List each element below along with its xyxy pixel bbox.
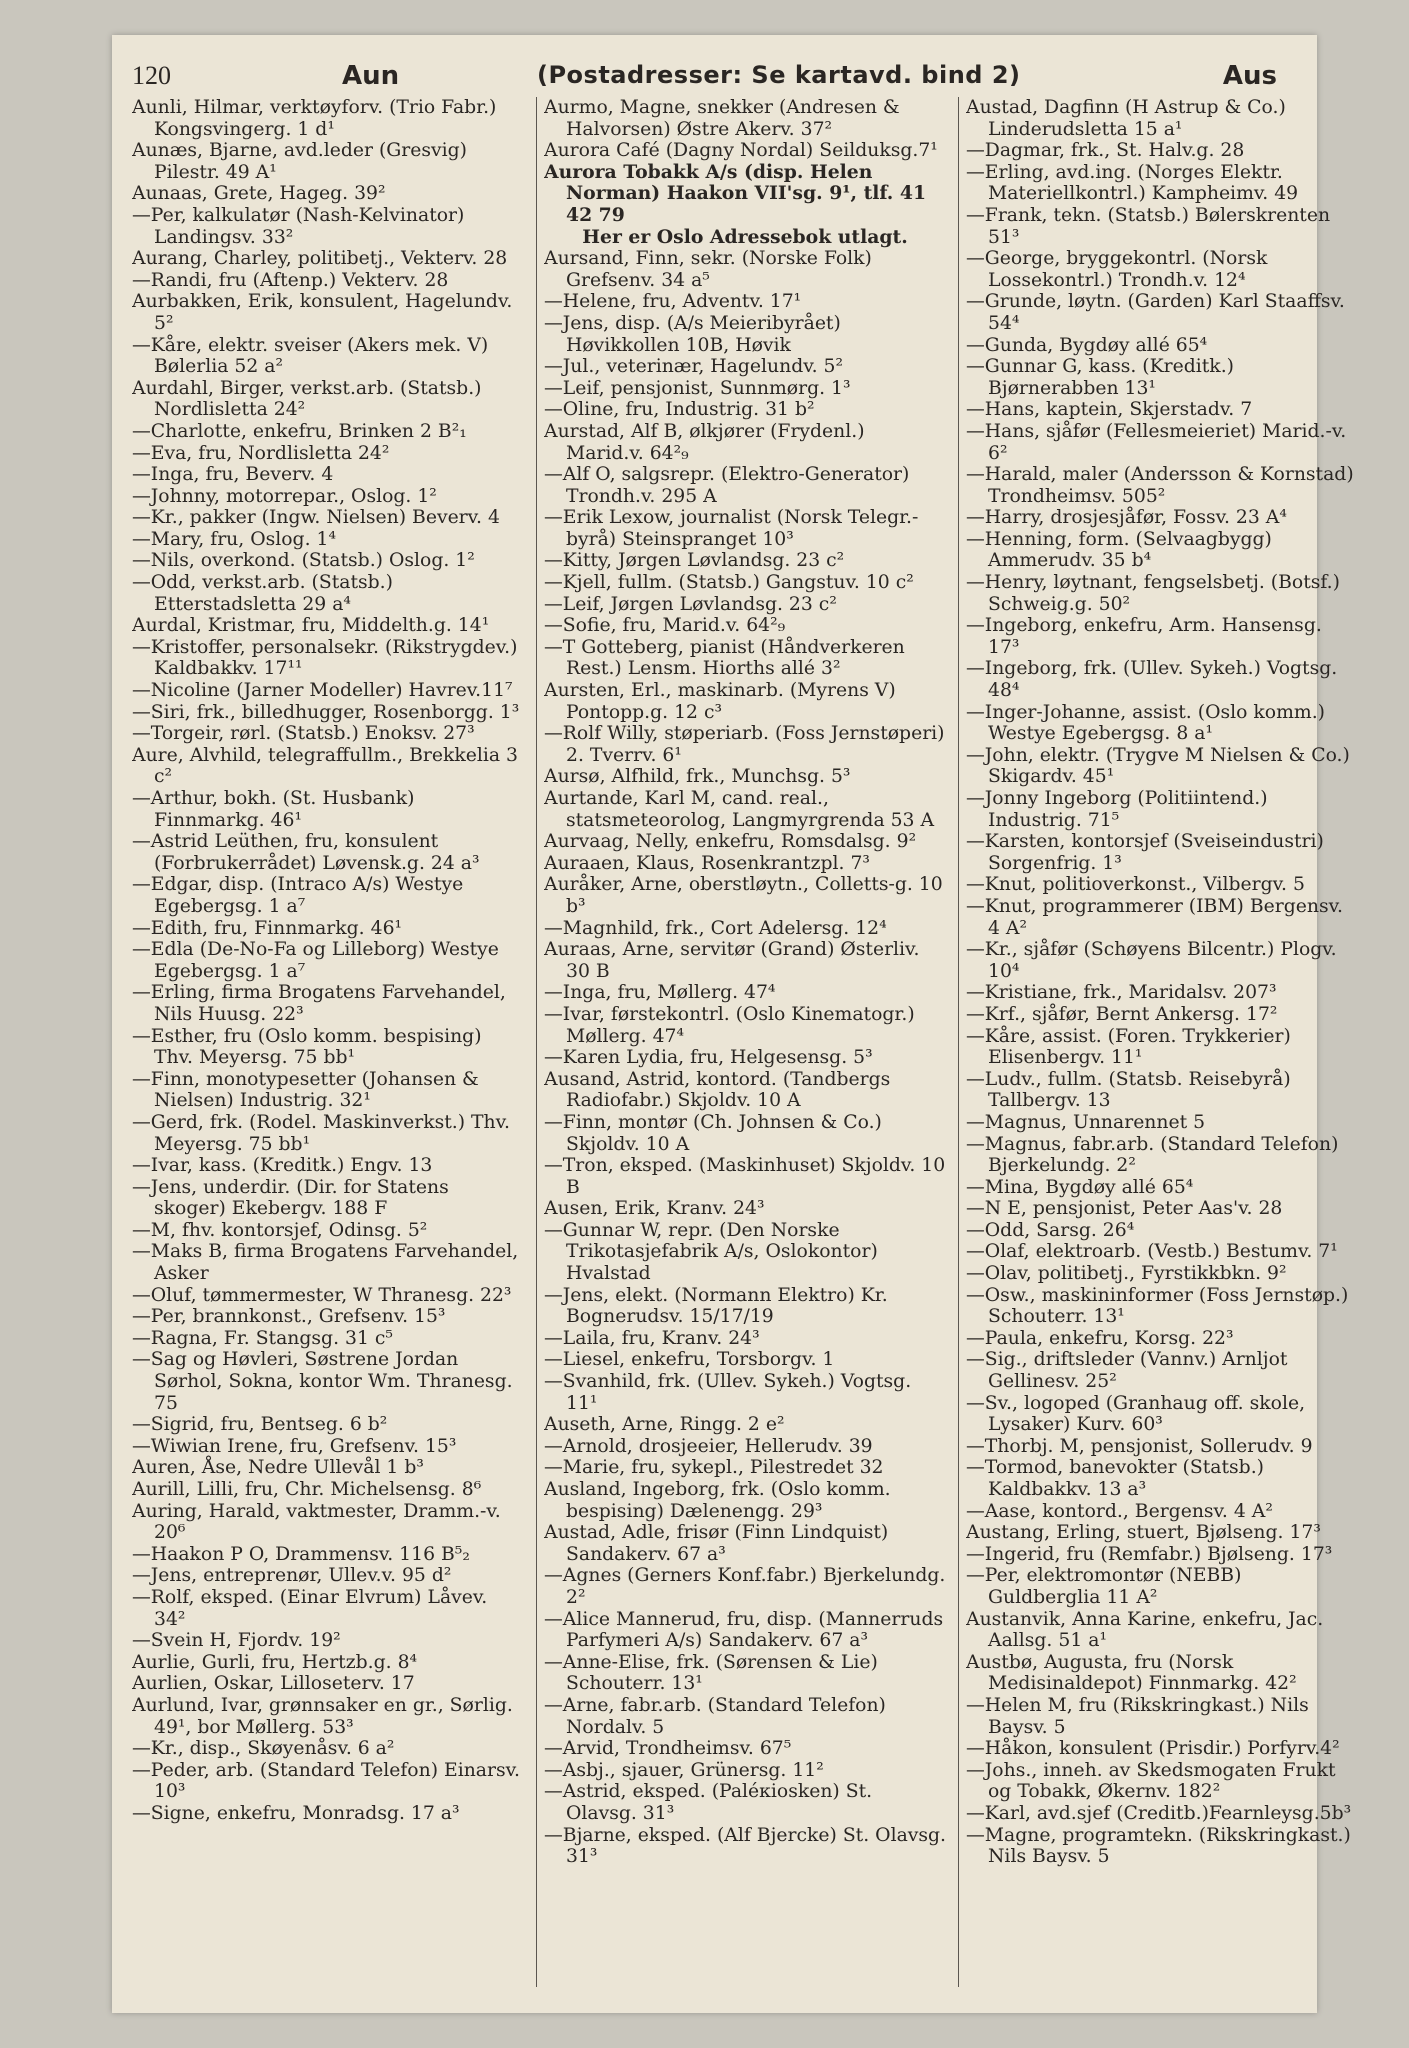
directory-entry: —Kåre, elektr. sveiser (Akers mek. V) Bølerlia 52 a²	[132, 334, 489, 378]
directory-entry: Austbø, Augusta, fru (Norsk Medisinaldepot) Finnmarkg. 42²	[966, 1651, 1297, 1695]
directory-entry: —Arthur, bokh. (St. Husbank) Finnmarkg. 46¹	[132, 788, 415, 831]
directory-entry: —Olaf, elektroarb. (Vestb.) Bestumv. 7¹	[966, 1241, 1338, 1263]
directory-entry: —Nicoline (Jarner Modeller) Havrev.11⁷	[132, 680, 513, 702]
directory-entry: —Jens, disp. (A/s Meieribyrået) Høvikkollen 10B, Høvik	[544, 312, 841, 356]
directory-entry: —Knut, politioverkonst., Vilbergv. 5	[966, 874, 1305, 896]
directory-entry: —Erling, firma Brogatens Farvehandel, Nils Huusg. 22³	[132, 982, 506, 1025]
directory-entry: —Karsten, kontorsjef (Sveiseindustri) Sorgenfrig. 1³	[966, 831, 1324, 874]
directory-entry: —Arvid, Trondheimsv. 67⁵	[544, 1738, 792, 1760]
directory-entry: —Torgeir, rørl. (Statsb.) Enoksv. 27³	[132, 723, 475, 745]
directory-entry: —Anne-Elise, frk. (Sørensen & Lie) Schouterr. 13¹	[544, 1651, 878, 1695]
directory-entry: —Randi, fru (Aftenp.) Vekterv. 28	[132, 269, 449, 291]
directory-entry: —Kjell, fullm. (Statsb.) Gangstuv. 10 c²	[544, 572, 914, 594]
directory-entry: Aurdahl, Birger, verkst.arb. (Statsb.) Nordlisletta 24²	[132, 377, 482, 421]
directory-entry: —Harry, drosjesjåfør, Fossv. 23 A⁴	[966, 507, 1287, 529]
directory-entry: —Henry, løytnant, fengselsbetj. (Botsf.) Schweig.g. 50²	[966, 572, 1340, 615]
directory-entry: —Magnus, Unnarennet 5	[966, 1111, 1206, 1133]
directory-entry: —Maks B, firma Brogatens Farvehandel, Asker	[132, 1241, 519, 1285]
directory-entry: —Agnes (Gerners Konf.fabr.) Bjerkelundg. 2²	[544, 1565, 946, 1608]
directory-entry: —Kitty, Jørgen Løvlandsg. 23 c²	[544, 550, 845, 572]
directory-entry: —George, bryggekontrl. (Norsk Lossekontrl.) Trondh.v. 12⁴	[966, 248, 1268, 291]
directory-entry: —Inga, fru, Beverv. 4	[132, 464, 334, 486]
directory-page	[112, 35, 1354, 2013]
directory-entry: —Asbj., sjauer, Grünersg. 11²	[544, 1759, 824, 1781]
directory-entry: —Hans, kaptein, Skjerstadv. 7	[966, 399, 1253, 421]
directory-entry: Auraaen, Klaus, Rosenkrantzpl. 7³	[544, 852, 870, 874]
directory-entry: Aurvaag, Nelly, enkefru, Romsdalsg. 9²	[544, 831, 917, 853]
directory-entry: Aure, Alvhild, telegraffullm., Brekkelia 3 c²	[132, 744, 518, 788]
column-1	[132, 97, 524, 1997]
directory-entry: —Siri, frk., billedhugger, Rosenborgg. 1³	[132, 701, 520, 723]
directory-entry: —Jul., veterinær, Hagelundv. 5²	[544, 356, 844, 378]
directory-entry: —Charlotte, enkefru, Brinken 2 B²₁	[132, 420, 467, 442]
directory-entry: —Dagmar, frk., St. Halv.g. 28	[966, 140, 1245, 162]
directory-entry: —Edgar, disp. (Intraco A/s) Westye Egebergsg. 1 a⁷	[132, 874, 464, 917]
directory-entry: Aurdal, Kristmar, fru, Middelth.g. 14¹	[132, 615, 490, 637]
column-divider	[958, 97, 959, 1987]
directory-entry: —Liesel, enkefru, Torsborgv. 1	[544, 1349, 835, 1371]
header-title: (Postadresser: Se kartavd. bind 2)	[537, 61, 1021, 89]
directory-entry: —Oline, fru, Industrig. 31 b²	[544, 399, 815, 421]
directory-entry: —N E, pensjonist, Peter Aas'v. 28	[966, 1198, 1283, 1220]
directory-entry: —Kåre, assist. (Foren. Trykkerier) Elisenbergv. 11¹	[966, 1025, 1291, 1069]
directory-entry: —Helen M, fru (Rikskringkast.) Nils Baysv. 5	[966, 1694, 1309, 1738]
directory-entry: —Signe, enkefru, Monradsg. 17 a³	[132, 1802, 460, 1824]
directory-entry: Her er Oslo Adressebok utlagt.	[582, 225, 908, 248]
directory-entry: —Magnus, fabr.arb. (Standard Telefon) Bjerkelundg. 2²	[966, 1133, 1339, 1177]
directory-entry: —Tormod, banevokter (Statsb.) Kaldbakkv. 13 a³	[966, 1457, 1264, 1500]
directory-entry: —Haakon P O, Drammensv. 116 B⁵₂	[132, 1543, 470, 1565]
directory-entry: —Hans, sjåfør (Fellesmeieriet) Marid.-v. 6²	[966, 420, 1347, 464]
directory-entry: —Gerd, frk. (Rodel. Maskinverkst.) Thv. Meyersg. 75 bb¹	[132, 1111, 511, 1155]
directory-entry: —Sig., driftsleder (Vannv.) Arnljot Gellinesv. 25²	[966, 1349, 1288, 1393]
directory-entry: Ausen, Erik, Kranv. 24³	[544, 1198, 765, 1220]
directory-entry: —Peder, arb. (Standard Telefon) Einarsv. 10³	[132, 1759, 520, 1803]
directory-entry: Austang, Erling, stuert, Bjølseng. 17³	[966, 1522, 1321, 1544]
directory-entry: —Bjarne, eksped. (Alf Bjercke) St. Olavsg. 31³	[544, 1824, 946, 1868]
directory-entry: —Astrid, eksped. (Paléкiosken) St. Olavsg. 31³	[544, 1781, 873, 1824]
directory-entry: —Arnold, drosjeeier, Hellerudv. 39	[544, 1435, 873, 1457]
directory-entry: —Jens, underdir. (Dir. for Statens skoger) Ekebergv. 188 F	[132, 1176, 449, 1220]
directory-entry: —John, elektr. (Trygve M Nielsen & Co.) Skigardv. 45¹	[966, 744, 1350, 788]
directory-entry: Austanvik, Anna Karine, enkefru, Jac. Aallsg. 51 a¹	[966, 1608, 1324, 1652]
column-2	[544, 97, 946, 1997]
directory-entry: Auring, Harald, vaktmester, Dramm.-v. 20⁶	[132, 1500, 501, 1544]
directory-entry: —Kr., disp., Skøyenåsv. 6 a²	[132, 1738, 395, 1760]
directory-entry: —Kristiane, frk., Maridalsv. 207³	[966, 982, 1277, 1004]
directory-entry: —Svanhild, frk. (Ullev. Sykeh.) Vogtsg. 11¹	[544, 1371, 912, 1414]
directory-entry: —Olav, politibetj., Fyrstikkbkn. 9²	[966, 1263, 1287, 1285]
directory-entry: —Per, elektromontør (NEBB) Guldberglia 11 A²	[966, 1565, 1242, 1608]
directory-entry: —Leif, pensjonist, Sunnmørg. 1³	[544, 377, 851, 399]
directory-entry: —Tron, eksped. (Maskinhuset) Skjoldv. 10 B	[544, 1155, 946, 1198]
directory-entry: Ausland, Ingeborg, frk. (Oslo komm. bespising) Dælenengg. 29³	[544, 1479, 891, 1522]
directory-entry: —Magnhild, frk., Cort Adelersg. 12⁴	[544, 917, 887, 939]
directory-entry: Aurmo, Magne, snekker (Andresen & Halvorsen) Østre Akerv. 37²	[544, 97, 900, 140]
directory-entry: —Ivar, kass. (Kreditk.) Engv. 13	[132, 1155, 433, 1177]
directory-entry: —Erling, avd.ing. (Norges Elektr. Materiellkontrl.) Kampheimv. 49	[966, 161, 1299, 205]
directory-entry: Auråker, Arne, oberstløytn., Colletts-g. 10 b³	[544, 874, 943, 917]
directory-entry: —Kr., sjåfør (Schøyens Bilcentr.) Plogv. 10⁴	[966, 939, 1337, 982]
directory-entry: —Finn, monotypesetter (Johansen & Nielsen) Industrig. 32¹	[132, 1068, 479, 1112]
directory-entry: —Aase, kontord., Bergensv. 4 A²	[966, 1500, 1273, 1522]
directory-entry: Aurlund, Ivar, grønnsaker en gr., Sørlig. 49¹, bor Møllerg. 53³	[132, 1694, 513, 1738]
directory-entry: Aurora Tobakk A/s (disp. Helen Norman) Haakon VII'sg. 9¹, tlf. 41 42 79	[544, 160, 927, 226]
directory-entry: —Paula, enkefru, Korsg. 22³	[966, 1327, 1234, 1349]
directory-entry: Aursten, Erl., maskinarb. (Myrens V) Pontopp.g. 12 c³	[544, 680, 896, 723]
directory-entry: —Finn, montør (Ch. Johnsen & Co.) Skjoldv. 10 A	[544, 1111, 882, 1155]
directory-entry: —Krf., sjåfør, Bernt Ankersg. 17²	[966, 1003, 1278, 1025]
directory-entry: —Per, kalkulatør (Nash-Kelvinator) Landingsv. 33²	[132, 204, 465, 248]
directory-entry: —Esther, fru (Oslo komm. bespising) Thv. Meyersg. 75 bb¹	[132, 1025, 482, 1069]
directory-entry: —Karl, avd.sjef (Creditb.)Fearnleysg.5b³	[966, 1802, 1352, 1824]
directory-entry: —Sofie, fru, Marid.v. 64²₉	[544, 615, 786, 637]
directory-entry: —Odd, verkst.arb. (Statsb.) Etterstadsletta 29 a⁴	[132, 572, 393, 615]
directory-entry: —Sv., logoped (Granhaug off. skole, Lysaker) Kurv. 60³	[966, 1392, 1306, 1436]
directory-entry: —Håkon, konsulent (Prisdir.) Porfyrv.4²	[966, 1738, 1340, 1760]
page-number: 120	[132, 61, 171, 90]
directory-entry: —Alf O, salgsrepr. (Elektro-Generator) Trondh.v. 295 A	[544, 464, 910, 507]
directory-entry: —Rolf, eksped. (Einar Elvrum) Låvev. 34²	[132, 1586, 488, 1630]
directory-entry: —Helene, fru, Adventv. 17¹	[544, 291, 802, 313]
directory-entry: —Odd, Sarsg. 26⁴	[966, 1219, 1135, 1241]
directory-entry: —Marie, fru, sykepl., Pilestredet 32	[544, 1457, 884, 1479]
column-3	[966, 97, 1358, 1997]
directory-entry: Aurstad, Alf B, ølkjører (Frydenl.) Marid.v. 64²₉	[544, 420, 865, 464]
directory-entry: —Nils, overkond. (Statsb.) Oslog. 1²	[132, 550, 475, 572]
directory-entry: —Jens, entreprenør, Ullev.v. 95 d²	[132, 1565, 452, 1587]
directory-entry: Aurang, Charley, politibetj., Vekterv. 28	[132, 248, 508, 270]
directory-entry: —Edla (De-No-Fa og Lilleborg) Westye Egebergsg. 1 a⁷	[132, 939, 499, 982]
directory-entry: —Kr., pakker (Ingw. Nielsen) Beverv. 4	[132, 507, 500, 529]
directory-entry: —Grunde, løytn. (Garden) Karl Staaffsv. 54⁴	[966, 291, 1345, 334]
directory-entry: Aursand, Finn, sekr. (Norske Folk) Grefsenv. 34 a⁵	[544, 248, 872, 291]
directory-entry: Aurlien, Oskar, Lilloseterv. 17	[132, 1673, 415, 1695]
directory-entry: —Gunnar W, repr. (Den Norske Trikotasjefabrik A/s, Oslokontor) Hvalstad	[544, 1219, 878, 1285]
directory-entry: —Oluf, tømmermester, W Thranesg. 22³	[132, 1284, 512, 1306]
directory-entry: —Inga, fru, Møllerg. 47⁴	[544, 982, 776, 1004]
directory-entry: —Jens, elekt. (Normann Elektro) Kr. Bognerudsv. 15/17/19	[544, 1284, 888, 1328]
directory-entry: —Harald, maler (Andersson & Kornstad) Trondheimsv. 505²	[966, 464, 1354, 507]
directory-entry: —Osw., maskininformer (Foss Jernstøp.) Schouterr. 13¹	[966, 1284, 1349, 1328]
directory-entry: Aurora Café (Dagny Nordal) Seilduksg.7¹	[544, 140, 938, 162]
directory-columns	[132, 97, 1354, 1997]
directory-entry: Aunaas, Grete, Hageg. 39²	[132, 183, 386, 205]
directory-entry: —Alice Mannerud, fru, disp. (Mannerruds Parfymeri A/s) Sandakerv. 67 a³	[544, 1608, 944, 1652]
directory-entry: —Astrid Leüthen, fru, konsulent (Forbrukerrådet) Løvensk.g. 24 a³	[132, 831, 480, 874]
right-catchword: Aus	[1222, 61, 1277, 91]
directory-entry: —Erik Lexow, journalist (Norsk Telegr.-byrå) Steinspranget 10³	[544, 507, 919, 550]
directory-entry: —Ingeborg, enkefru, Arm. Hansensg. 17³	[966, 615, 1322, 658]
left-catchword: Aun	[342, 61, 400, 91]
directory-entry: Aurill, Lilli, fru, Chr. Michelsensg. 8⁶	[132, 1479, 482, 1500]
directory-entry: —Gunnar G, kass. (Kreditk.) Bjørnerabben 13¹	[966, 356, 1234, 399]
directory-entry: —Karen Lydia, fru, Helgesensg. 5³	[544, 1047, 873, 1069]
directory-entry: —Johs., inneh. av Skedsmogaten Frukt og Tobakk, Økernv. 182²	[966, 1759, 1336, 1803]
directory-entry: —Arne, fabr.arb. (Standard Telefon) Nordalv. 5	[544, 1694, 886, 1738]
directory-entry: —Ingerid, fru (Remfabr.) Bjølseng. 17³	[966, 1543, 1333, 1565]
directory-entry: —Sigrid, fru, Bentseg. 6 b²	[132, 1414, 388, 1436]
directory-entry: —Sag og Høvleri, Søstrene Jordan Sørhol, Sokna, kontor Wm. Thranesg. 75	[132, 1349, 513, 1414]
directory-entry: —Eva, fru, Nordlisletta 24²	[132, 442, 390, 464]
directory-entry: Aunli, Hilmar, verktøyforv. (Trio Fabr.) Kongsvingerg. 1 d¹	[132, 97, 497, 140]
directory-entry: —Mina, Bygdøy allé 65⁴	[966, 1176, 1194, 1198]
directory-entry: —Thorbj. M, pensjonist, Sollerudv. 9	[966, 1435, 1313, 1457]
directory-entry: —Mary, fru, Oslog. 1⁴	[132, 528, 336, 550]
directory-entry: Aurlie, Gurli, fru, Hertzb.g. 8⁴	[132, 1651, 418, 1673]
directory-entry: Aunæs, Bjarne, avd.leder (Gresvig) Pilestr. 49 A¹	[132, 140, 467, 183]
directory-entry: Aurtande, Karl M, cand. real., statsmeteorolog, Langmyrgrenda 53 A	[544, 788, 935, 831]
directory-entry: —Wiwian Irene, fru, Grefsenv. 15³	[132, 1435, 457, 1457]
directory-entry: Austad, Dagfinn (H Astrup & Co.) Linderudsletta 15 a¹	[966, 97, 1286, 140]
directory-entry: —Ivar, førstekontrl. (Oslo Kinematogr.) Møllerg. 47⁴	[544, 1003, 915, 1047]
directory-entry: —Frank, tekn. (Statsb.) Bølerskrenten 51³	[966, 204, 1331, 248]
directory-entry: —Rolf Willy, støperiarb. (Foss Jernstøperi) 2. Tverrv. 6¹	[544, 723, 945, 766]
directory-entry: —Ingeborg, frk. (Ullev. Sykeh.) Vogtsg. 48⁴	[966, 658, 1338, 702]
directory-entry: —Per, brannkonst., Grefsenv. 15³	[132, 1306, 446, 1328]
directory-entry: Auseth, Arne, Ringg. 2 e²	[544, 1414, 785, 1436]
directory-entry: —Ragna, Fr. Stangsg. 31 c⁵	[132, 1327, 393, 1349]
directory-entry: Auren, Åse, Nedre Ullevål 1 b³	[132, 1457, 424, 1479]
page-header	[132, 53, 1297, 93]
directory-entry: —Johnny, motorrepar., Oslog. 1²	[132, 485, 437, 507]
directory-entry: —Ludv., fullm. (Statsb. Reisebyrå) Tallbergv. 13	[966, 1068, 1291, 1112]
directory-entry: —Inger-Johanne, assist. (Oslo komm.) Westye Egebergsg. 8 a¹	[966, 701, 1325, 745]
directory-entry: —Svein H, Fjordv. 19²	[132, 1630, 341, 1652]
directory-entry: Austad, Adle, frisør (Finn Lindquist) Sandakerv. 67 a³	[544, 1522, 889, 1565]
directory-entry: Auraas, Arne, servitør (Grand) Østerliv. 30 B	[544, 939, 920, 982]
column-divider	[536, 97, 537, 1987]
directory-entry: —Edith, fru, Finnmarkg. 46¹	[132, 917, 403, 939]
directory-entry: Aurbakken, Erik, konsulent, Hagelundv. 5²	[132, 291, 513, 334]
directory-entry: Ausand, Astrid, kontord. (Tandbergs Radiofabr.) Skjoldv. 10 A	[544, 1068, 891, 1112]
directory-entry: —Kristoffer, personalsekr. (Rikstrygdev.) Kaldbakkv. 17¹¹	[132, 636, 518, 680]
directory-entry: —Leif, Jørgen Løvlandsg. 23 c²	[544, 593, 837, 615]
directory-entry: —Magne, programtekn. (Rikskringkast.) Nils Baysv. 5	[966, 1824, 1351, 1868]
directory-entry: —Knut, programmerer (IBM) Bergensv. 4 A²	[966, 895, 1343, 939]
directory-entry: —Gunda, Bygdøy allé 65⁴	[966, 334, 1208, 356]
directory-entry: —Henning, form. (Selvaagbygg) Ammerudv. 35 b⁴	[966, 528, 1272, 572]
directory-entry: —Jonny Ingeborg (Politiintend.) Industrig. 71⁵	[966, 788, 1268, 831]
directory-entry: —T Gotteberg, pianist (Håndverkeren Rest.) Lensm. Hiorths allé 3²	[544, 636, 905, 680]
directory-entry: —Laila, fru, Kranv. 24³	[544, 1327, 760, 1349]
directory-entry: —M, fhv. kontorsjef, Odinsg. 5²	[132, 1219, 428, 1241]
directory-entry: Aursø, Alfhild, frk., Munchsg. 5³	[544, 766, 851, 788]
